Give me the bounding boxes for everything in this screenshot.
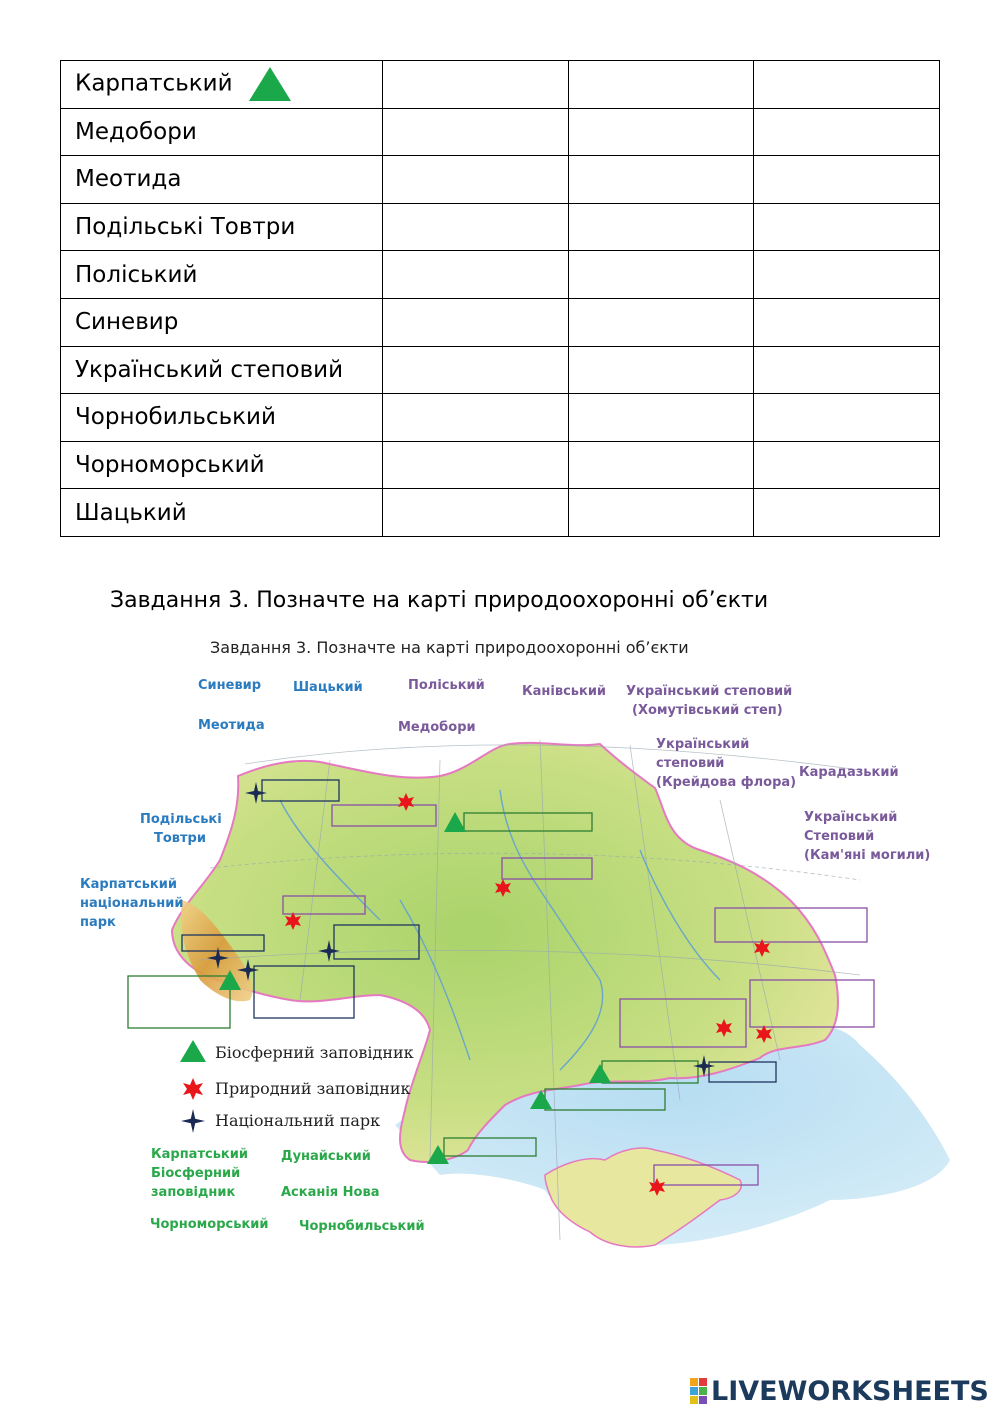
logo-blocks-icon bbox=[690, 1378, 707, 1404]
table-cell-name: Шацький bbox=[61, 489, 383, 537]
label-ukr-step-3b: Степовий bbox=[804, 829, 875, 844]
label-kanivskyi: Канівський bbox=[522, 684, 607, 699]
table-cell-name: Подільські Товтри bbox=[61, 203, 383, 251]
legend-biosphere-label: Біосферний заповідник bbox=[215, 1043, 414, 1062]
table-cell-name: Український степовий bbox=[61, 346, 383, 394]
label-ukr-step-2b: степовий bbox=[656, 756, 725, 771]
table-cell-name: Меотида bbox=[61, 156, 383, 204]
legend-park-label: Національний парк bbox=[215, 1111, 381, 1130]
legend-natural-icon bbox=[183, 1078, 203, 1100]
label-ukr-step-1b: (Хомутівський степ) bbox=[632, 703, 783, 718]
label-podilski-a: Подільські bbox=[140, 812, 222, 827]
liveworksheets-logo bbox=[690, 1374, 989, 1408]
label-karp-bio-a: Карпатський bbox=[151, 1147, 248, 1162]
legend-symbols bbox=[180, 1040, 206, 1133]
label-karp-np-b: національний bbox=[80, 896, 184, 911]
label-synevyr: Синевир bbox=[198, 678, 262, 693]
label-podilski-b: Товтри bbox=[154, 831, 206, 846]
table-cell-name: Синевир bbox=[61, 298, 383, 346]
label-ukr-step-1a: Український степовий bbox=[626, 684, 793, 699]
label-chornobylskyi: Чорнобильський bbox=[299, 1219, 425, 1234]
legend-park-icon bbox=[181, 1109, 205, 1133]
legend-biosphere-icon bbox=[180, 1040, 206, 1062]
map-title: Завдання 3. Позначте на карті природоохоронні об’єкти bbox=[210, 638, 689, 657]
table-cell-name: Чорнобильський bbox=[61, 394, 383, 442]
table-cell-name: Медобори bbox=[61, 108, 383, 156]
label-ukr-step-3a: Український bbox=[804, 810, 898, 825]
label-ukr-step-2c: (Крейдова флора) bbox=[656, 775, 797, 790]
label-medobory: Медобори bbox=[398, 720, 476, 735]
label-poliskyi: Поліський bbox=[408, 678, 485, 693]
label-shatskyi: Шацький bbox=[293, 680, 363, 695]
table-cell-name: Поліський bbox=[61, 251, 383, 299]
table-cell-name: Карпатський bbox=[61, 61, 383, 109]
label-meotyda: Меотида bbox=[198, 718, 265, 733]
legend-natural-label: Природний заповідник bbox=[215, 1079, 411, 1098]
task-title: Завдання 3. Позначте на карті природоохоронні об’єкти bbox=[110, 588, 769, 613]
label-karadazkyi: Карадазький bbox=[799, 765, 899, 780]
label-chornomorskyi: Чорноморський bbox=[150, 1217, 269, 1232]
logo-text: LIVEWORKSHEETS bbox=[711, 1375, 989, 1407]
label-karp-bio-b: Біосферний bbox=[151, 1166, 241, 1181]
label-karp-bio-c: заповідник bbox=[151, 1185, 236, 1200]
label-karp-np-a: Карпатський bbox=[80, 877, 177, 892]
label-askania: Асканія Нова bbox=[281, 1185, 380, 1200]
table-cell-name: Чорноморський bbox=[61, 441, 383, 489]
label-dunaiskyi: Дунайський bbox=[281, 1149, 371, 1164]
label-karp-np-c: парк bbox=[80, 915, 116, 930]
label-ukr-step-3c: (Кам'яні могили) bbox=[804, 848, 931, 863]
label-ukr-step-2a: Український bbox=[656, 737, 750, 752]
